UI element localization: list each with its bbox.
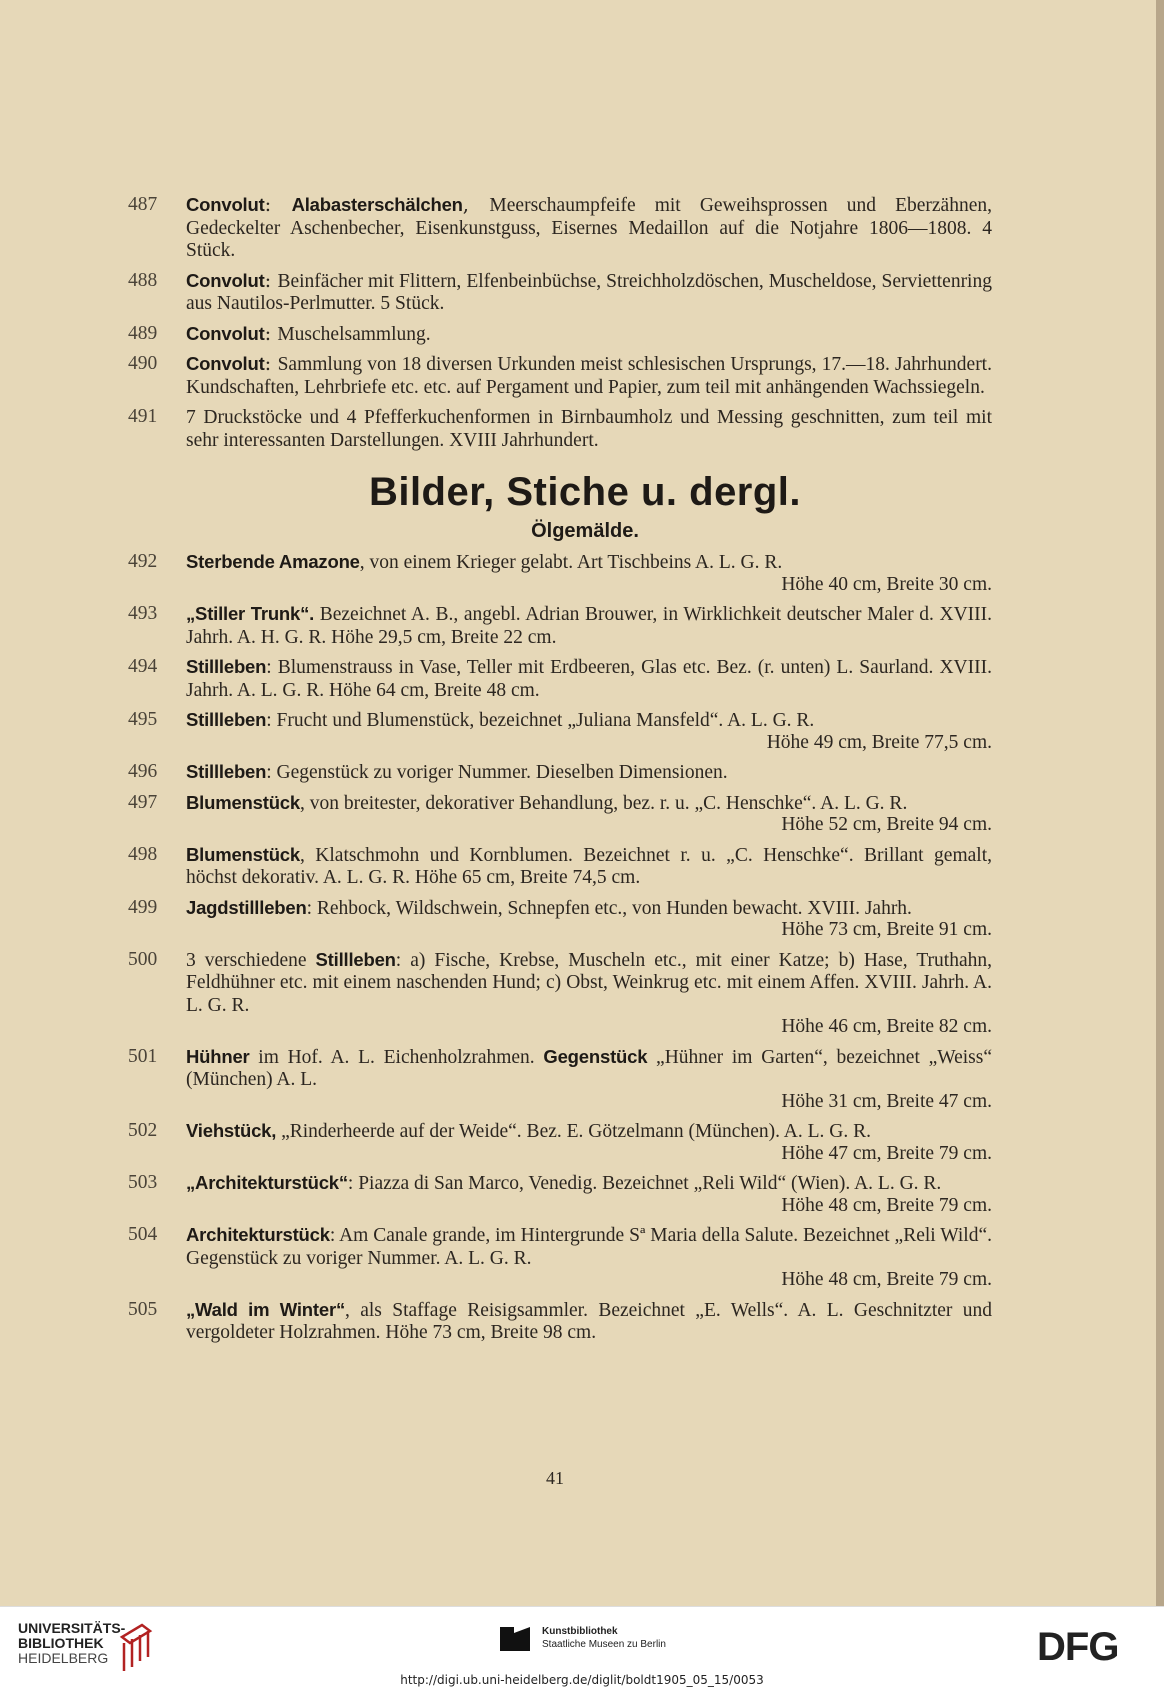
catalog-entries bbox=[128, 194, 992, 1352]
entry-number: 502 bbox=[128, 1120, 158, 1141]
entry-dimensions: Höhe 73 cm, Breite 91 cm. bbox=[781, 919, 992, 940]
entry-body bbox=[186, 1120, 992, 1164]
entry-text: : a) Fische, Krebse, Muscheln etc., mit einer Katze; b) Hase, Truthahn, Feldhühner etc. mit einem naschenden Hund; c) Obst, Weinkrug etc. mit einem Affen. XVIII. Jahrh. A. L. G. R. bbox=[186, 949, 992, 1016]
entry-dimensions: Höhe 40 cm, Breite 30 cm. bbox=[781, 573, 992, 595]
entry-keyword: Blumenstück bbox=[186, 791, 300, 813]
entry-text: , als Staffage Reisigsammler. Bezeichnet „E. Wells“. A. L. Geschnitzter und vergoldeter Holzrahmen. Höhe 73 cm, Breite 98 cm. bbox=[186, 1299, 993, 1343]
entry-text: Sammlung von 18 diversen Urkunden meist schlesischen Ursprungs, 17.—18. Jahrhundert. Kundschaften, Lehrbriefe etc. etc. auf Pergament und Papier, zum teil mit anhängenden Wachssiegeln. bbox=[186, 354, 992, 398]
entry-number: 493 bbox=[128, 603, 158, 624]
catalog-entry bbox=[128, 1120, 992, 1164]
entry-body bbox=[186, 1046, 992, 1113]
kunstbibliothek-name: Kunstbibliothek bbox=[542, 1626, 618, 1637]
entry-text: , von einem Krieger gelabt. Art Tischbeins A. L. G. R. bbox=[359, 552, 783, 573]
entry-text: : Am Canale grande, im Hintergrunde Sª Maria della Salute. Bezeichnet „Reli Wild“. Gegenstück zu voriger Nummer. A. L. G. R. bbox=[186, 1225, 992, 1269]
catalog-entry bbox=[128, 1172, 992, 1216]
catalog-entry bbox=[128, 792, 992, 836]
page-url: http://digi.ub.uni-heidelberg.de/diglit/boldt1905_05_15/0053 bbox=[400, 1673, 764, 1687]
entry-text: : Blumenstrauss in Vase, Teller mit Erdbeeren, Glas etc. Bez. (r. unten) L. Saurland. XVIII. Jahrh. A. L. G. R. Höhe 64 cm, Breite 48 cm. bbox=[186, 657, 992, 701]
entry-body bbox=[186, 603, 992, 648]
entry-number: 491 bbox=[128, 406, 158, 427]
entry-body: Convolut: Alabasterschälchen, Meerschaumpfeife mit Geweihsprossen und Eberzähnen, Gedeckelter Aschenbecher, Eisenkunstguss, Eisernes Medaillon auf die Notjahre 1806—1808. 4 Stück. bbox=[186, 193, 992, 261]
catalog-entry bbox=[128, 551, 992, 595]
entry-dimensions: Höhe 52 cm, Breite 94 cm. bbox=[781, 814, 992, 835]
entry-body: Convolut: Beinfächer mit Flittern, Elfenbeinbüchse, Streichholzdöschen, Muscheldose, Serviettenring aus Nautilos-Perlmutter. 5 Stück. bbox=[186, 268, 992, 314]
entry-keyword: Hühner bbox=[186, 1045, 250, 1067]
catalog-entry bbox=[128, 949, 992, 1038]
section-heading: Bilder, Stiche u. dergl. bbox=[368, 470, 802, 514]
dfg-logo: DFG bbox=[1037, 1625, 1119, 1669]
entry-body bbox=[186, 709, 992, 753]
entry-prefix: 3 verschiedene bbox=[186, 949, 316, 971]
entry-keyword: Stillleben bbox=[186, 709, 267, 730]
catalog-entry bbox=[128, 194, 992, 262]
entry-body bbox=[186, 792, 992, 836]
entries-after-heading bbox=[128, 551, 992, 1344]
entry-text: : Piazza di San Marco, Venedig. Bezeichnet „Reli Wild“ (Wien). A. L. G. R. bbox=[347, 1173, 942, 1194]
entry-keyword: Blumenstück bbox=[186, 843, 300, 865]
catalog-entry bbox=[128, 353, 992, 398]
entry-number: 487 bbox=[128, 194, 158, 215]
entry-body bbox=[186, 1224, 992, 1291]
entry-body bbox=[186, 1299, 992, 1344]
entry-keyword: Convolut bbox=[186, 194, 265, 215]
catalog-entry bbox=[128, 656, 992, 701]
entry-body bbox=[186, 1172, 992, 1216]
entry-keyword-2: Gegenstück bbox=[543, 1045, 648, 1067]
catalog-entry bbox=[128, 406, 992, 451]
kunstbibliothek-block bbox=[500, 1625, 666, 1653]
catalog-entry bbox=[128, 270, 992, 315]
entry-keyword: Stillleben bbox=[186, 656, 267, 677]
catalog-entry bbox=[128, 323, 992, 346]
footer-bar bbox=[0, 1606, 1164, 1692]
entry-number: 501 bbox=[128, 1045, 158, 1067]
catalog-entry bbox=[128, 1046, 992, 1113]
entry-dimensions: Höhe 46 cm, Breite 82 cm. bbox=[781, 1016, 992, 1037]
entry-text: Meerschaumpfeife mit Geweihsprossen und Eberzähnen, Gedeckelter Aschenbecher, Eisenkunstguss, Eisernes Medaillon auf die Notjahre 1806—1808. 4 Stück. bbox=[186, 195, 992, 261]
entry-text: „Rinderheerde auf der Weide“. Bez. E. Götzelmann (München). A. L. G. R. bbox=[276, 1121, 871, 1142]
entry-number: 497 bbox=[128, 791, 158, 813]
entry-body bbox=[186, 406, 992, 451]
entries-before-heading bbox=[128, 194, 992, 451]
ub-heidelberg-text bbox=[18, 1621, 125, 1666]
ub-line-2: BIBLIOTHEK bbox=[18, 1635, 104, 1651]
entry-keyword: Architekturstück bbox=[186, 1224, 330, 1245]
entry-number: 495 bbox=[128, 709, 158, 730]
entry-body bbox=[186, 897, 992, 941]
entry-keyword: Convolut bbox=[186, 269, 265, 291]
entry-text: 7 Druckstöcke und 4 Pfefferkuchenformen in Birnbaumholz und Messing geschnitten, zum teil mit sehr interessanten Darstellungen. XVIII Jahrhundert. bbox=[186, 407, 992, 451]
kunstbibliothek-subtitle: Staatliche Museen zu Berlin bbox=[542, 1639, 666, 1650]
entry-number: 504 bbox=[128, 1224, 158, 1245]
entry-keyword: Convolut bbox=[186, 353, 265, 374]
entry-dimensions: Höhe 48 cm, Breite 79 cm. bbox=[781, 1269, 992, 1290]
entry-keyword: Stillleben bbox=[186, 761, 267, 782]
entry-keyword-2: Alabasterschälchen bbox=[291, 194, 463, 215]
entry-keyword: „Architekturstück“ bbox=[186, 1172, 348, 1193]
entry-keyword: „Wald im Winter“ bbox=[186, 1298, 346, 1320]
catalog-entry bbox=[128, 897, 992, 941]
entry-dimensions: Höhe 49 cm, Breite 77,5 cm. bbox=[766, 731, 992, 753]
entry-text-2: „Hühner im Garten“, bezeichnet „Weiss“ (München) A. L. bbox=[186, 1046, 992, 1090]
entry-body bbox=[186, 949, 992, 1038]
entry-keyword: Stillleben bbox=[315, 948, 396, 970]
entry-keyword: Jagdstillleben bbox=[186, 896, 307, 918]
entry-number: 505 bbox=[128, 1298, 158, 1320]
entry-text: : Frucht und Blumenstück, bezeichnet „Juliana Mansfeld“. A. L. G. R. bbox=[266, 710, 815, 731]
entry-number: 489 bbox=[128, 322, 158, 344]
entry-dimensions: Höhe 48 cm, Breite 79 cm. bbox=[781, 1194, 992, 1216]
entry-dimensions: Höhe 31 cm, Breite 47 cm. bbox=[781, 1090, 992, 1112]
entry-keyword: Convolut bbox=[186, 322, 265, 344]
entry-number: 492 bbox=[128, 551, 158, 572]
entry-keyword: Sterbende Amazone bbox=[186, 551, 360, 572]
catalog-entry bbox=[128, 1299, 992, 1344]
ub-heidelberg-logo-icon bbox=[118, 1621, 154, 1673]
entry-text: Bezeichnet A. B., angebl. Adrian Brouwer, in Wirklichkeit deutscher Maler d. XVIII. Jahrh. A. H. G. R. Höhe 29,5 cm, Breite 22 cm. bbox=[186, 604, 993, 648]
entry-text: , Klatschmohn und Kornblumen. Bezeichnet r. u. „C. Henschke“. Brillant gemalt, höchst dekorativ. A. L. G. R. Höhe 65 cm, Breite 74,5 cm. bbox=[186, 844, 992, 888]
page-edge bbox=[1156, 0, 1164, 1606]
entry-number: 500 bbox=[128, 948, 158, 970]
entry-number: 496 bbox=[128, 761, 158, 782]
entry-text: Beinfächer mit Flittern, Elfenbeinbüchse, Streichholzdöschen, Muscheldose, Serviettenring aus Nautilos-Perlmutter. 5 Stück. bbox=[186, 270, 992, 314]
ub-line-1: UNIVERSITÄTS- bbox=[18, 1620, 126, 1636]
entry-body: Convolut: Sammlung von 18 diversen Urkunden meist schlesischen Ursprungs, 17.—18. Jahrhundert. Kundschaften, Lehrbriefe etc. etc. auf Pergament und Papier, zum teil mit anhängenden Wachssiegeln. bbox=[186, 352, 992, 398]
catalog-entry bbox=[128, 603, 992, 648]
catalog-entry bbox=[128, 709, 992, 753]
section-subheading: Ölgemälde. bbox=[531, 520, 639, 542]
entry-number: 494 bbox=[128, 656, 158, 677]
entry-text: im Hof. A. L. Eichenholzrahmen. bbox=[249, 1046, 544, 1068]
catalog-entry bbox=[128, 761, 992, 784]
entry-number: 490 bbox=[128, 353, 158, 374]
entry-body bbox=[186, 761, 992, 784]
entry-text: , von breitester, dekorativer Behandlung, bez. r. u. „C. Henschke“. A. L. G. R. bbox=[299, 792, 908, 814]
entry-dimensions: Höhe 47 cm, Breite 79 cm. bbox=[781, 1142, 992, 1164]
page-number: 41 bbox=[546, 1468, 564, 1488]
entry-body bbox=[186, 551, 992, 595]
entry-keyword: Viehstück, bbox=[186, 1120, 277, 1141]
kunstbibliothek-logo-icon bbox=[500, 1625, 534, 1653]
catalog-entry bbox=[128, 844, 992, 889]
entry-number: 488 bbox=[128, 269, 158, 291]
entry-text: : Gegenstück zu voriger Nummer. Dieselben Dimensionen. bbox=[266, 762, 728, 783]
ub-line-3: HEIDELBERG bbox=[18, 1650, 109, 1666]
entry-body bbox=[186, 844, 992, 889]
entry-body bbox=[186, 656, 992, 701]
entry-text: Muschelsammlung. bbox=[277, 323, 431, 345]
entry-body: Convolut: Muschelsammlung. bbox=[186, 321, 431, 345]
entry-text: : Rehbock, Wildschwein, Schnepfen etc., von Hunden bewacht. XVIII. Jahrh. bbox=[306, 897, 912, 919]
entry-number: 499 bbox=[128, 896, 158, 918]
catalog-entry bbox=[128, 1224, 992, 1291]
entry-keyword: „Stiller Trunk“. bbox=[186, 603, 315, 624]
entry-number: 503 bbox=[128, 1172, 158, 1193]
entry-number: 498 bbox=[128, 843, 158, 865]
